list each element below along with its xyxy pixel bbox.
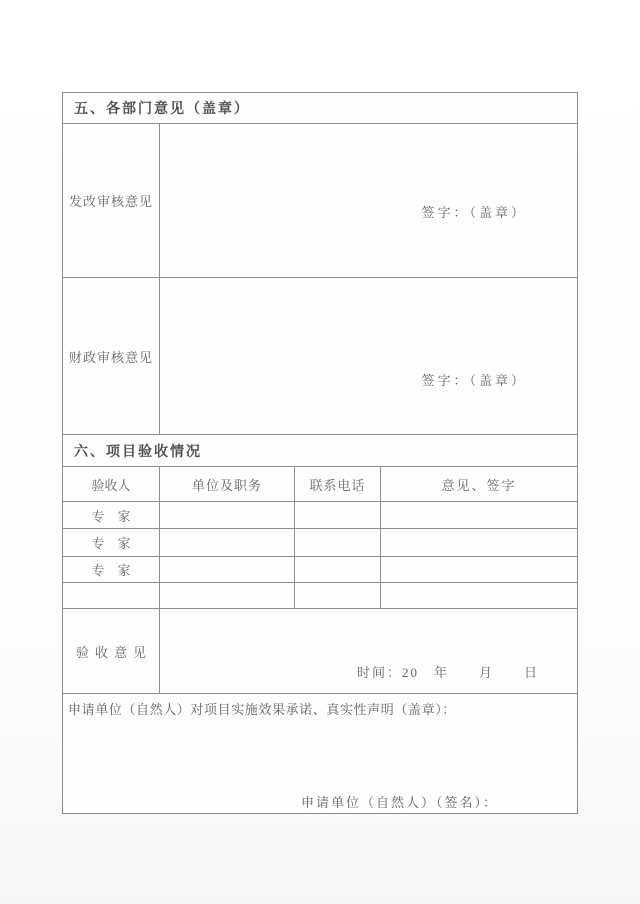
expert-1-opinion [381, 502, 577, 528]
caizheng-opinion-label: 财政审核意见 [63, 278, 160, 434]
statement-title: 申请单位（自然人）对项目实施效果承诺、真实性声明（盖章）： [68, 702, 456, 717]
expert-2-person: 专 家 [63, 529, 160, 556]
acceptance-table-header [63, 467, 577, 502]
fagai-opinion-row [63, 124, 577, 278]
acceptance-opinion-cell [160, 609, 577, 693]
applicant-signature-line: 申请单位（自然人）（签名）： [301, 795, 499, 810]
expert-1-person: 专 家 [63, 502, 160, 528]
statement-block [63, 694, 577, 813]
col-header-opinion: 意见、签字 [441, 477, 517, 493]
caizheng-sign-line: 签字：（盖章） [421, 373, 527, 388]
expert-3-unit [160, 557, 295, 582]
expert-4-person [63, 583, 160, 608]
section6-header [63, 435, 577, 467]
section5-title: 五、各部门意见（盖章） [74, 102, 250, 117]
expert-row-2 [63, 529, 577, 557]
section6-title: 六、项目验收情况 [74, 444, 202, 460]
caizheng-opinion-cell [160, 278, 577, 434]
col-header-person: 验收人 [63, 467, 160, 501]
col-header-unit: 单位及职务 [160, 467, 295, 501]
caizheng-opinion-row [63, 278, 577, 435]
section5-header [63, 93, 577, 124]
expert-3-person: 专 家 [63, 557, 160, 582]
expert-4-opinion [381, 583, 577, 608]
approval-form-table [62, 92, 578, 814]
fagai-opinion-label: 发改审核意见 [63, 124, 160, 277]
expert-row-3 [63, 557, 577, 583]
expert-2-unit [160, 529, 295, 556]
expert-4-phone [295, 583, 381, 608]
expert-row-1 [63, 502, 577, 529]
col-header-phone: 联系电话 [295, 467, 381, 501]
expert-row-4 [63, 583, 577, 609]
expert-1-phone [295, 502, 381, 528]
expert-3-phone [295, 557, 381, 582]
acceptance-opinion-row [63, 609, 577, 694]
acceptance-opinion-label: 验收意见 [63, 609, 160, 693]
fagai-sign-line: 签字：（盖章） [421, 205, 527, 220]
expert-3-opinion [381, 557, 577, 582]
expert-1-unit [160, 502, 295, 528]
expert-4-unit [160, 583, 295, 608]
acceptance-date-line: 时间：20 年 月 日 [356, 665, 539, 680]
fagai-opinion-cell [160, 124, 577, 277]
expert-2-opinion [381, 529, 577, 556]
expert-2-phone [295, 529, 381, 556]
